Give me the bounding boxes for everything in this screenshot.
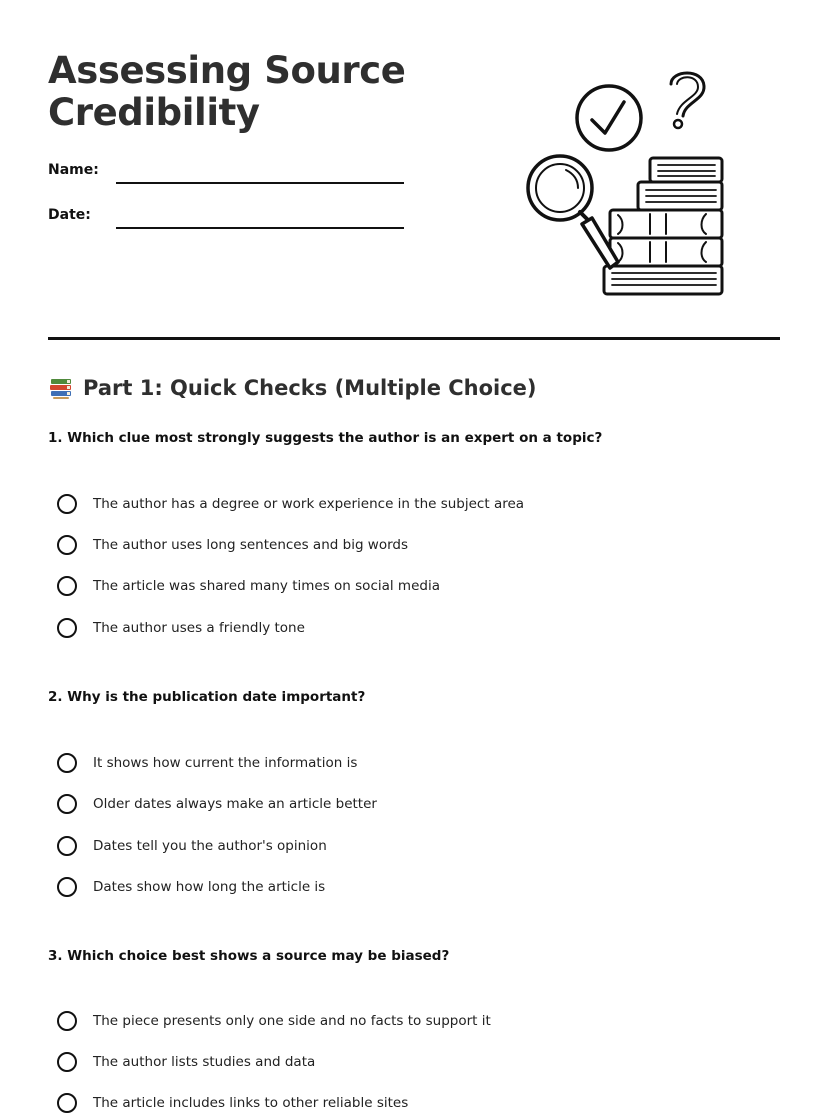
option-label: It shows how current the information is <box>93 755 358 771</box>
option-label: The article was shared many times on social media <box>93 578 440 594</box>
radio-button[interactable] <box>57 836 77 856</box>
option-label: Older dates always make an article better <box>93 796 377 812</box>
radio-button[interactable] <box>57 618 77 638</box>
question-2-option-3[interactable] <box>57 833 327 859</box>
radio-button[interactable] <box>57 877 77 897</box>
radio-button[interactable] <box>57 753 77 773</box>
check-circle-icon <box>577 86 641 150</box>
name-write-line[interactable] <box>116 182 404 184</box>
question-1-option-2[interactable] <box>57 532 408 558</box>
name-label: Name: <box>48 162 99 178</box>
part1-title: Part 1: Quick Checks (Multiple Choice) <box>83 376 537 400</box>
question-mark-icon <box>671 73 704 128</box>
option-label: The article includes links to other reliable sites <box>93 1095 409 1111</box>
radio-button[interactable] <box>57 794 77 814</box>
option-label: Dates show how long the article is <box>93 879 326 895</box>
option-label: The piece presents only one side and no facts to support it <box>93 1013 491 1029</box>
radio-button[interactable] <box>57 494 77 514</box>
research-illustration <box>520 62 730 302</box>
question-1-option-3[interactable] <box>57 573 440 599</box>
date-label: Date: <box>48 207 91 223</box>
radio-button[interactable] <box>57 1052 77 1072</box>
date-field[interactable] <box>48 199 408 229</box>
question-2-option-4[interactable] <box>57 874 325 900</box>
name-field[interactable] <box>48 154 408 184</box>
option-label: The author uses long sentences and big words <box>93 537 409 553</box>
option-label: The author lists studies and data <box>93 1054 316 1070</box>
magnifying-glass-icon <box>528 156 618 268</box>
worksheet-title: Assessing Source Credibility <box>48 49 406 134</box>
question-3-option-3[interactable] <box>57 1090 408 1116</box>
radio-button[interactable] <box>57 1011 77 1031</box>
part1-heading <box>48 373 537 403</box>
option-label: The author has a degree or work experience in the subject area <box>93 496 525 512</box>
radio-button[interactable] <box>57 576 77 596</box>
option-label: The author uses a friendly tone <box>93 620 305 636</box>
radio-button[interactable] <box>57 1093 77 1113</box>
question-2-option-2[interactable] <box>57 791 377 817</box>
question-3-prompt: 3. Which choice best shows a source may be biased? <box>48 948 450 964</box>
date-write-line[interactable] <box>116 227 404 229</box>
radio-button[interactable] <box>57 535 77 555</box>
question-3-option-1[interactable] <box>57 1008 491 1034</box>
question-3-option-2[interactable] <box>57 1049 315 1075</box>
book-stack-icon <box>604 158 722 294</box>
section-divider <box>48 337 780 340</box>
question-1-option-1[interactable] <box>57 491 524 517</box>
question-2-option-1[interactable] <box>57 750 357 776</box>
question-1-prompt: 1. Which clue most strongly suggests the author is an expert on a topic? <box>48 430 603 446</box>
books-icon <box>48 375 74 401</box>
question-1-option-4[interactable] <box>57 615 305 641</box>
question-2-prompt: 2. Why is the publication date important? <box>48 689 366 705</box>
option-label: Dates tell you the author's opinion <box>93 838 327 854</box>
